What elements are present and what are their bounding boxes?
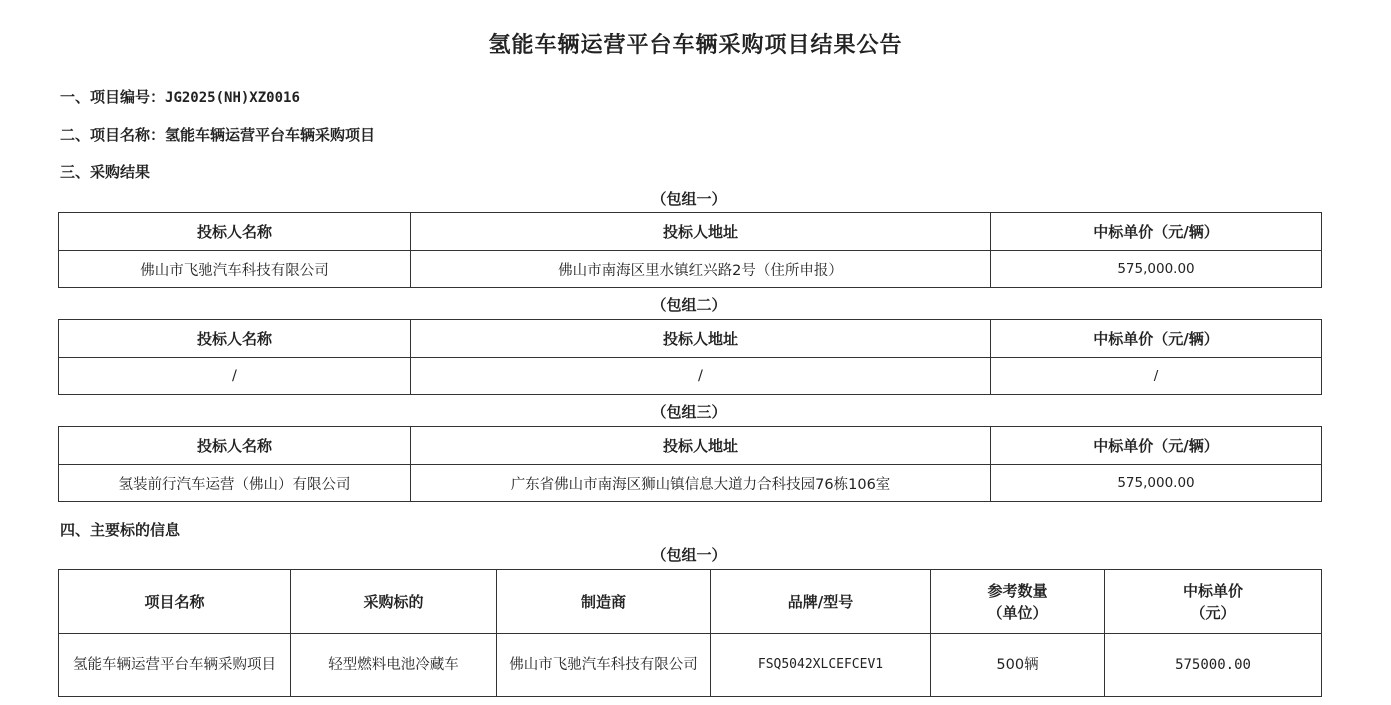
table-row <box>59 465 1322 502</box>
header-unit-price: 中标单价（元/辆） <box>991 320 1322 358</box>
unit-price-cell: / <box>991 358 1322 395</box>
project-name-label: 二、项目名称： <box>60 126 166 144</box>
header-project-name: 项目名称 <box>59 570 291 634</box>
result-table-package-1 <box>58 212 1322 288</box>
table-row <box>59 251 1322 288</box>
subject-package-label: （包组一） <box>651 546 727 564</box>
header-reference-quantity: 参考数量 （单位） <box>931 570 1105 634</box>
result-heading: 三、采购结果 <box>60 163 151 181</box>
subject-table <box>58 569 1322 697</box>
header-brand-model: 品牌/型号 <box>711 570 931 634</box>
package-3-label: （包组三） <box>651 403 727 421</box>
header-winning-price: 中标单价 （元） <box>1105 570 1322 634</box>
bidder-address-cell: 佛山市南海区里水镇红兴路2号（住所申报） <box>411 251 991 288</box>
header-unit-price: 中标单价（元/辆） <box>991 427 1322 465</box>
bidder-address-cell: 广东省佛山市南海区狮山镇信息大道力合科技园76栋106室 <box>411 465 991 502</box>
winning-price-cell: 575000.00 <box>1105 634 1322 697</box>
table-row <box>59 358 1322 395</box>
quantity-cell: 500辆 <box>931 634 1105 697</box>
header-bidder-address: 投标人地址 <box>411 320 991 358</box>
header-bidder-name: 投标人名称 <box>59 427 411 465</box>
table-header-row <box>59 213 1322 251</box>
project-number-line <box>60 86 300 107</box>
header-bidder-address: 投标人地址 <box>411 427 991 465</box>
project-number-label: 一、项目编号： <box>60 88 166 106</box>
project-name-line <box>60 124 375 145</box>
header-unit-price: 中标单价（元/辆） <box>991 213 1322 251</box>
project-name-cell: 氢能车辆运营平台车辆采购项目 <box>59 634 291 697</box>
package-2-label: （包组二） <box>651 296 727 314</box>
header-bidder-name: 投标人名称 <box>59 213 411 251</box>
unit-price-cell: 575,000.00 <box>991 465 1322 502</box>
table-header-row <box>59 320 1322 358</box>
manufacturer-cell: 佛山市飞驰汽车科技有限公司 <box>497 634 711 697</box>
table-header-row <box>59 427 1322 465</box>
bidder-address-cell: / <box>411 358 991 395</box>
bidder-name-cell: / <box>59 358 411 395</box>
project-name-value: 氢能车辆运营平台车辆采购项目 <box>165 126 376 144</box>
result-table-package-3 <box>58 426 1322 502</box>
table-row <box>59 634 1322 697</box>
bidder-name-cell: 氢装前行汽车运营（佛山）有限公司 <box>59 465 411 502</box>
table-header-row <box>59 570 1322 634</box>
unit-price-cell: 575,000.00 <box>991 251 1322 288</box>
header-manufacturer: 制造商 <box>497 570 711 634</box>
project-number-value: JG2025(NH)XZ0016 <box>165 90 300 106</box>
brand-model-cell: FSQ5042XLCEFCEV1 <box>711 634 931 697</box>
subject-heading: 四、主要标的信息 <box>60 521 181 539</box>
bidder-name-cell: 佛山市飞驰汽车科技有限公司 <box>59 251 411 288</box>
procurement-item-cell: 轻型燃料电池冷藏车 <box>291 634 497 697</box>
header-procurement-item: 采购标的 <box>291 570 497 634</box>
package-1-label: （包组一） <box>651 190 727 208</box>
header-bidder-address: 投标人地址 <box>411 213 991 251</box>
result-table-package-2 <box>58 319 1322 395</box>
header-bidder-name: 投标人名称 <box>59 320 411 358</box>
page-title: 氢能车辆运营平台车辆采购项目结果公告 <box>488 32 903 58</box>
